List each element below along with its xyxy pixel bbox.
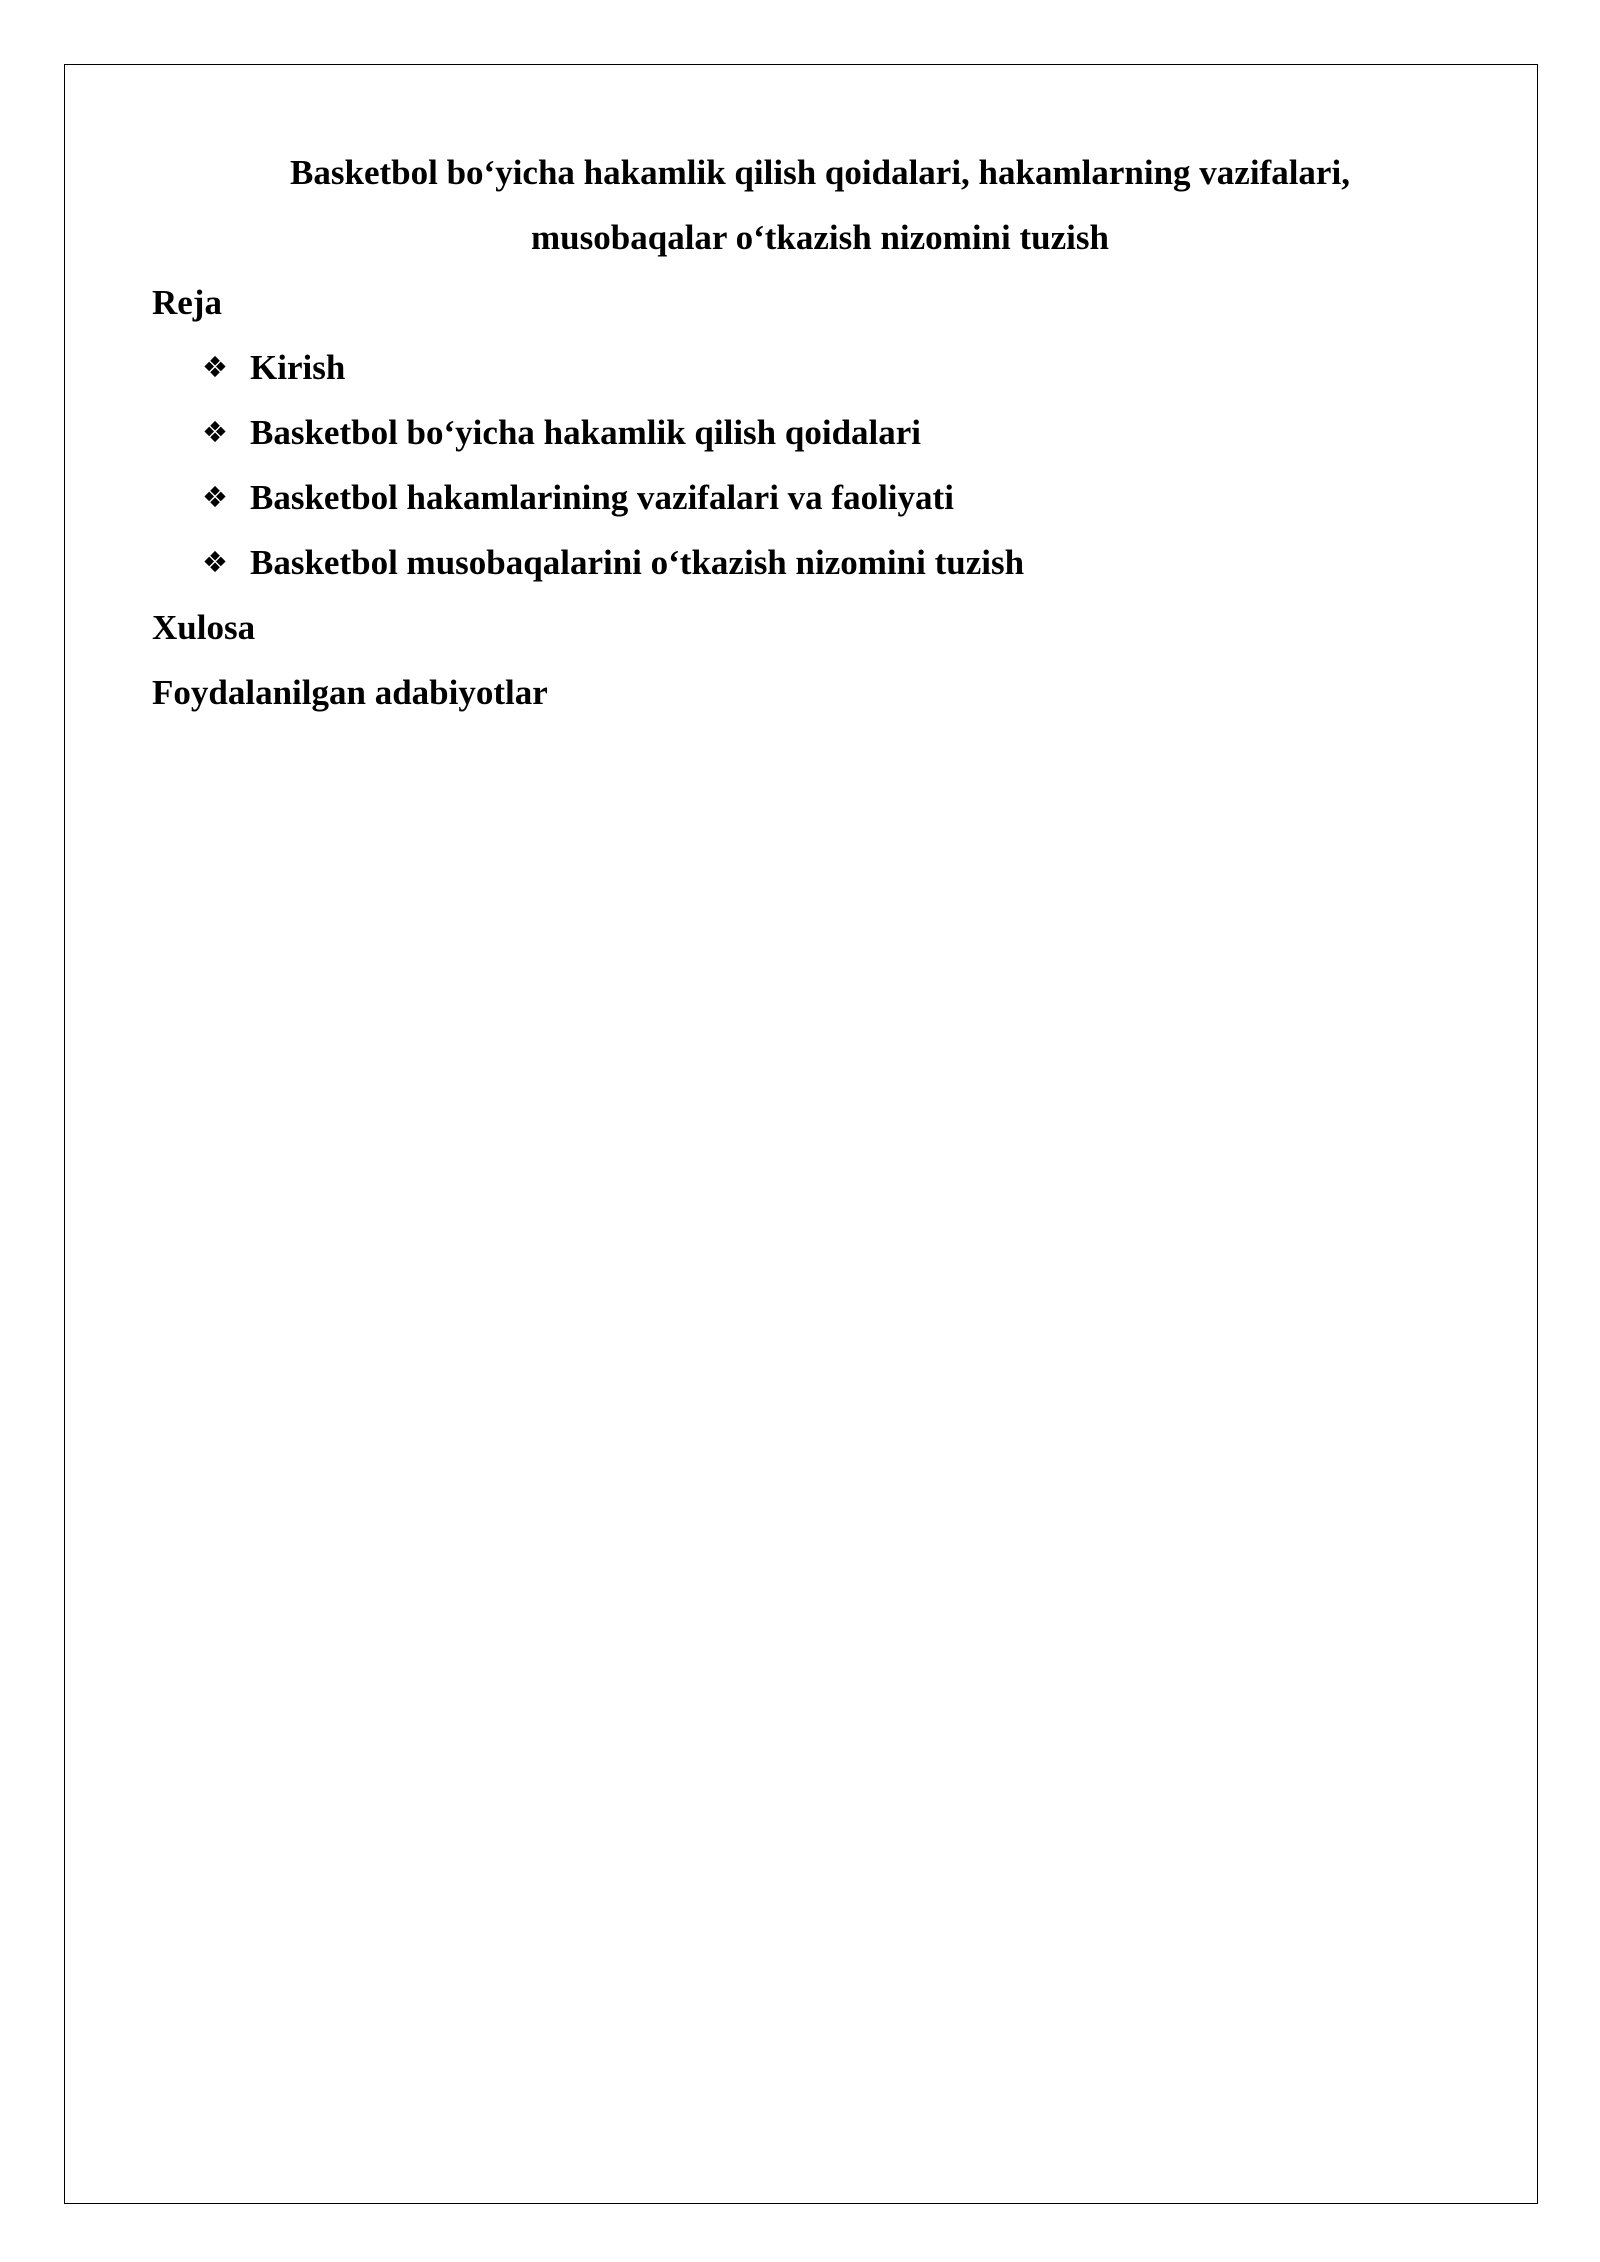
plan-item-kirish [152, 335, 1452, 400]
diamond-bullet-icon: ❖ [202, 545, 228, 579]
references-heading: Foydalanilgan adabiyotlar [152, 673, 548, 712]
plan-item-regulations [152, 530, 1452, 595]
plan-heading: Reja [152, 283, 222, 322]
diamond-bullet-icon: ❖ [202, 350, 228, 384]
plan-item-label: Basketbol bo‘yicha hakamlik qilish qoidalari [250, 413, 922, 452]
conclusion-heading: Xulosa [152, 608, 256, 647]
plan-item-label: Kirish [250, 348, 346, 387]
diamond-bullet-icon: ❖ [202, 480, 228, 514]
document-title [152, 140, 1452, 270]
title-line-2: musobaqalar o‘tkazish nizomini tuzish [531, 218, 1109, 257]
plan-list [152, 335, 1452, 595]
plan-item-label: Basketbol hakamlarining vazifalari va faoliyati [250, 478, 954, 517]
plan-item-label: Basketbol musobaqalarini o‘tkazish nizomini tuzish [250, 543, 1025, 582]
plan-item-duties [152, 465, 1452, 530]
title-line-1: Basketbol bo‘yicha hakamlik qilish qoidalari, hakamlarning vazifalari, [290, 153, 1350, 192]
document-body [152, 140, 1452, 725]
diamond-bullet-icon: ❖ [202, 415, 228, 449]
plan-item-rules [152, 400, 1452, 465]
